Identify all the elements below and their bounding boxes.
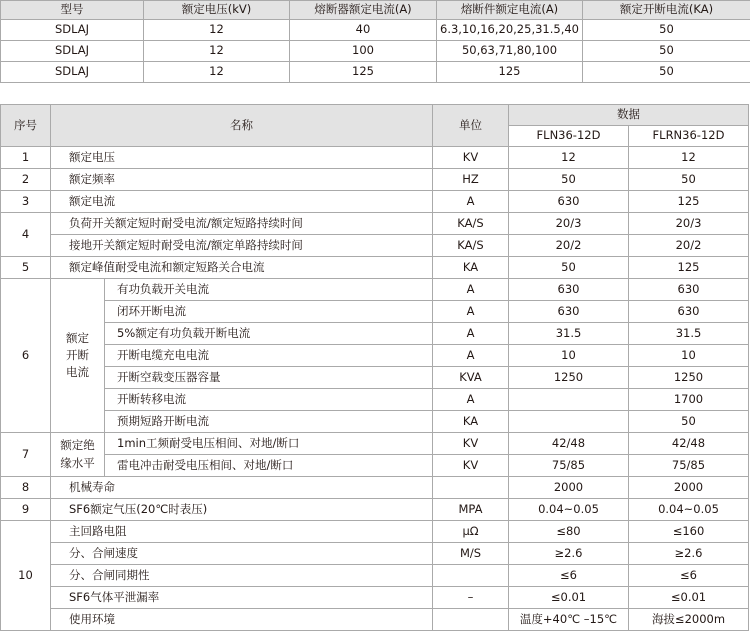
header-rated-voltage: 额定电压(kV) bbox=[144, 1, 290, 20]
switch-spec-table bbox=[0, 104, 749, 631]
cell: SDLAJ bbox=[1, 62, 144, 83]
row-name: 负荷开关额定短时耐受电流/额定短路持续时间 bbox=[51, 213, 433, 235]
cell: 12 bbox=[144, 62, 290, 83]
row-unit: KA/S bbox=[433, 235, 509, 257]
row-value-a bbox=[509, 389, 629, 411]
row-number: 8 bbox=[1, 477, 51, 499]
group-label-rated-insulation-level bbox=[51, 433, 105, 477]
row-unit bbox=[433, 609, 509, 631]
row-number: 2 bbox=[1, 169, 51, 191]
row-value-a: ≤80 bbox=[509, 521, 629, 543]
table-row bbox=[1, 169, 749, 191]
row-value-a: 630 bbox=[509, 301, 629, 323]
row-name: 预期短路开断电流 bbox=[105, 411, 433, 433]
row-value-b: 125 bbox=[629, 257, 749, 279]
row-name: 有功负载开关电流 bbox=[105, 279, 433, 301]
header-unit: 单位 bbox=[433, 105, 509, 147]
row-value-a: 50 bbox=[509, 169, 629, 191]
row-number: 7 bbox=[1, 433, 51, 477]
row-unit: A bbox=[433, 323, 509, 345]
row-value-a: 0.04~0.05 bbox=[509, 499, 629, 521]
header-rated-breaking-current: 额定开断电流(KA) bbox=[583, 1, 750, 20]
row-unit: A bbox=[433, 345, 509, 367]
row-name: 分、合闸速度 bbox=[51, 543, 433, 565]
row-number: 10 bbox=[1, 521, 51, 631]
row-value-a: 温度+40℃ –15℃ bbox=[509, 609, 629, 631]
row-name: 使用环境 bbox=[51, 609, 433, 631]
row-number: 9 bbox=[1, 499, 51, 521]
row-name: 额定频率 bbox=[51, 169, 433, 191]
row-name: 开断转移电流 bbox=[105, 389, 433, 411]
row-value-b: 1250 bbox=[629, 367, 749, 389]
table-row bbox=[1, 433, 749, 455]
row-name: 雷电冲击耐受电压相间、对地/断口 bbox=[105, 455, 433, 477]
header-fuse-rated-current: 熔断器额定电流(A) bbox=[290, 1, 437, 20]
table-row bbox=[1, 147, 749, 169]
row-unit: KVA bbox=[433, 367, 509, 389]
row-unit: KA bbox=[433, 411, 509, 433]
row-value-b: 42/48 bbox=[629, 433, 749, 455]
row-value-a: 50 bbox=[509, 257, 629, 279]
table-row bbox=[1, 389, 749, 411]
row-name: 5%额定有功负载开断电流 bbox=[105, 323, 433, 345]
cell: 12 bbox=[144, 20, 290, 41]
cell: 125 bbox=[290, 62, 437, 83]
row-number: 4 bbox=[1, 213, 51, 257]
row-value-b: 75/85 bbox=[629, 455, 749, 477]
table-row bbox=[1, 235, 749, 257]
cell: 100 bbox=[290, 41, 437, 62]
row-unit: A bbox=[433, 191, 509, 213]
row-value-a: 31.5 bbox=[509, 323, 629, 345]
row-value-b: ≤0.01 bbox=[629, 587, 749, 609]
header-no: 序号 bbox=[1, 105, 51, 147]
row-value-b: 10 bbox=[629, 345, 749, 367]
row-unit bbox=[433, 565, 509, 587]
row-unit: A bbox=[433, 389, 509, 411]
table-row bbox=[1, 62, 750, 83]
row-unit: KV bbox=[433, 147, 509, 169]
header-model-flrn36: FLRN36-12D bbox=[629, 126, 749, 147]
row-name: 1min工频耐受电压相间、对地/断口 bbox=[105, 433, 433, 455]
table-row bbox=[1, 41, 750, 62]
row-value-a: ≤0.01 bbox=[509, 587, 629, 609]
row-number: 5 bbox=[1, 257, 51, 279]
cell: 125 bbox=[437, 62, 583, 83]
cell: 50 bbox=[583, 41, 750, 62]
row-value-a: 1250 bbox=[509, 367, 629, 389]
row-name: 额定电压 bbox=[51, 147, 433, 169]
table-row bbox=[1, 20, 750, 41]
cell: 6.3,10,16,20,25,31.5,40 bbox=[437, 20, 583, 41]
group-label-line: 开断 bbox=[51, 347, 104, 364]
table-row bbox=[1, 455, 749, 477]
row-value-b: 海拔≤2000m bbox=[629, 609, 749, 631]
row-number: 1 bbox=[1, 147, 51, 169]
row-name: 分、合闸同期性 bbox=[51, 565, 433, 587]
row-value-b: 2000 bbox=[629, 477, 749, 499]
header-data: 数据 bbox=[509, 105, 749, 126]
row-value-b: ≤6 bbox=[629, 565, 749, 587]
cell: 40 bbox=[290, 20, 437, 41]
row-value-b: 50 bbox=[629, 411, 749, 433]
cell: 50 bbox=[583, 62, 750, 83]
group-label-line: 缘水平 bbox=[51, 455, 104, 472]
group-label-line: 额定绝 bbox=[51, 437, 104, 454]
row-name: 开断电缆充电电流 bbox=[105, 345, 433, 367]
table-row bbox=[1, 565, 749, 587]
table-row bbox=[1, 345, 749, 367]
table-row bbox=[1, 367, 749, 389]
table-row bbox=[1, 477, 749, 499]
table-row bbox=[1, 587, 749, 609]
group-label-rated-breaking-current bbox=[51, 279, 105, 433]
header-model: 型号 bbox=[1, 1, 144, 20]
cell: SDLAJ bbox=[1, 20, 144, 41]
header-model-fln36: FLN36-12D bbox=[509, 126, 629, 147]
row-value-b: ≥2.6 bbox=[629, 543, 749, 565]
row-value-b: 20/3 bbox=[629, 213, 749, 235]
row-unit bbox=[433, 477, 509, 499]
row-value-b: 31.5 bbox=[629, 323, 749, 345]
row-value-a: 20/3 bbox=[509, 213, 629, 235]
row-unit: MPA bbox=[433, 499, 509, 521]
cell: 50,63,71,80,100 bbox=[437, 41, 583, 62]
cell: SDLAJ bbox=[1, 41, 144, 62]
table-row bbox=[1, 543, 749, 565]
table-row bbox=[1, 411, 749, 433]
row-number: 3 bbox=[1, 191, 51, 213]
row-value-b: 20/2 bbox=[629, 235, 749, 257]
row-unit: M/S bbox=[433, 543, 509, 565]
group-label-line: 电流 bbox=[51, 364, 104, 381]
row-unit: A bbox=[433, 279, 509, 301]
group-label-line: 额定 bbox=[51, 330, 104, 347]
row-name: 接地开关额定短时耐受电流/额定单路持续时间 bbox=[51, 235, 433, 257]
table-row bbox=[1, 499, 749, 521]
table-row bbox=[1, 279, 749, 301]
row-name: 机械寿命 bbox=[51, 477, 433, 499]
row-unit: – bbox=[433, 587, 509, 609]
row-name: 额定电流 bbox=[51, 191, 433, 213]
row-unit: KA/S bbox=[433, 213, 509, 235]
table-row bbox=[1, 301, 749, 323]
row-value-a: 10 bbox=[509, 345, 629, 367]
row-value-a: 75/85 bbox=[509, 455, 629, 477]
row-name: 额定峰值耐受电流和额定短路关合电流 bbox=[51, 257, 433, 279]
spec-header-row bbox=[1, 105, 749, 126]
header-fuse-link-rated-current: 熔断件额定电流(A) bbox=[437, 1, 583, 20]
table-row bbox=[1, 213, 749, 235]
row-value-a: 630 bbox=[509, 279, 629, 301]
cell: 50 bbox=[583, 20, 750, 41]
row-unit: KV bbox=[433, 433, 509, 455]
row-name: 主回路电阻 bbox=[51, 521, 433, 543]
row-value-a: 12 bbox=[509, 147, 629, 169]
row-value-a: ≤6 bbox=[509, 565, 629, 587]
row-unit: KA bbox=[433, 257, 509, 279]
table-row bbox=[1, 521, 749, 543]
row-unit: HZ bbox=[433, 169, 509, 191]
table-row bbox=[1, 191, 749, 213]
row-value-b: ≤160 bbox=[629, 521, 749, 543]
row-unit: A bbox=[433, 301, 509, 323]
row-value-b: 125 bbox=[629, 191, 749, 213]
row-value-a: ≥2.6 bbox=[509, 543, 629, 565]
table-row bbox=[1, 323, 749, 345]
row-unit: μΩ bbox=[433, 521, 509, 543]
header-name: 名称 bbox=[51, 105, 433, 147]
cell: 12 bbox=[144, 41, 290, 62]
fuse-spec-table bbox=[0, 0, 750, 83]
row-value-b: 12 bbox=[629, 147, 749, 169]
row-value-b: 0.04~0.05 bbox=[629, 499, 749, 521]
row-value-a: 2000 bbox=[509, 477, 629, 499]
row-value-b: 630 bbox=[629, 301, 749, 323]
row-number: 6 bbox=[1, 279, 51, 433]
row-name: 开断空载变压器容量 bbox=[105, 367, 433, 389]
row-name: 闭环开断电流 bbox=[105, 301, 433, 323]
row-value-a bbox=[509, 411, 629, 433]
table-row bbox=[1, 257, 749, 279]
fuse-spec-header-row bbox=[1, 1, 750, 20]
row-value-b: 630 bbox=[629, 279, 749, 301]
row-name: SF6额定气压(20℃时表压) bbox=[51, 499, 433, 521]
row-value-b: 50 bbox=[629, 169, 749, 191]
row-value-b: 1700 bbox=[629, 389, 749, 411]
row-name: SF6气体平泄漏率 bbox=[51, 587, 433, 609]
table-row bbox=[1, 609, 749, 631]
row-value-a: 20/2 bbox=[509, 235, 629, 257]
row-value-a: 630 bbox=[509, 191, 629, 213]
row-unit: KV bbox=[433, 455, 509, 477]
row-value-a: 42/48 bbox=[509, 433, 629, 455]
